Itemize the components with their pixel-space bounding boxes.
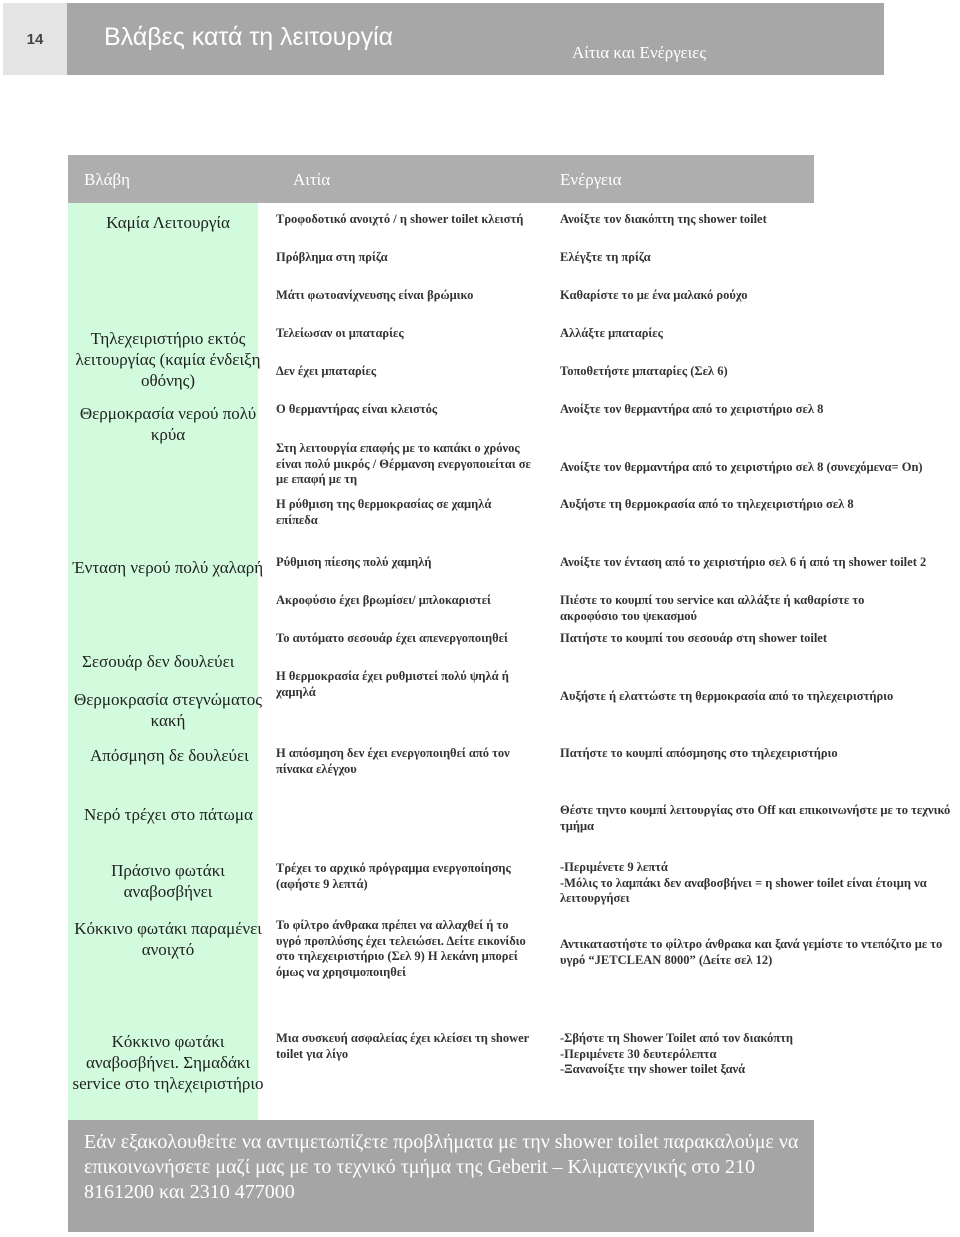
cause-11: Το αυτόματο σεσουάρ έχει απενεργοποιηθεί — [276, 631, 508, 645]
action-14: Θέστε τηντο κουμπί λειτουργίας στο Off και επικοινωνήστε με το τεχνικό τμήμα — [560, 803, 951, 833]
cause-10: Ακροφύσιο έχει βρωμίσει/ μπλοκαριστεί — [276, 593, 491, 607]
column-header-cause: Αιτία — [293, 170, 331, 189]
cause-13: Η απόσμηση δεν έχει ενεργοποιηθεί από τον πίνακα ελέγχου — [276, 746, 510, 776]
action-8: Αυξήστε τη θερμοκρασία από το τηλεχειριστήριο σελ 8 — [560, 497, 854, 511]
fault-remote-off: Τηλεχειριστήριο εκτός λειτουργίας (καμία ένδειξη οθόνης) — [75, 329, 261, 390]
action-15: -Περιμένετε 9 λεπτά -Μόλις το λαμπάκι δεν αναβοσβήνει = η shower toilet είναι έτοιμη να λειτουργήσει — [560, 860, 927, 905]
table-header — [68, 155, 814, 203]
column-header-fault: Βλάβη — [84, 170, 131, 189]
cause-6: Ο θερμαντήρας είναι κλειστός — [276, 402, 438, 416]
action-7: Ανοίξτε τον θερμαντήρα από το χειριστήριο σελ 8 (συνεχόμενα= On) — [560, 460, 923, 474]
action-17: -Σβήστε τη Shower Toilet από τον διακόπτη -Περιμένετε 30 δευτερόλεπτα -Ξανανοίξτε την shower toilet ξανά — [560, 1031, 794, 1076]
cause-7: Στη λειτουργία επαφής με το καπάκι ο χρόνος είναι πολύ μικρός / Θέρμανση ενεργοποιείται σε με επαφή με τη — [276, 441, 531, 486]
fault-green-blink: Πράσινο φωτάκι αναβοσβήνει — [111, 861, 225, 901]
fault-red-on: Κόκκινο φωτάκι παραμένει ανοιχτό — [74, 919, 262, 959]
cause-8: Η ρύθμιση της θερμοκρασίας σε χαμηλά επίπεδα — [276, 497, 492, 527]
page-subtitle: Αίτια και Ενέργειες — [572, 43, 707, 62]
fault-deodorizer: Απόσμηση δε δουλεύει — [90, 746, 249, 765]
fault-dryer: Σεσουάρ δεν δουλεύει — [82, 652, 235, 671]
cause-15: Το φίλτρο άνθρακα πρέπει να αλλαχθεί ή το υγρό προπλύσης έχει τελειώσει. Δείτε εικονίδιο στο τηλεχειριστήριο (Σελ 9) Η λεκάνη μπορεί όμως να χρησιμοποιηθεί — [276, 918, 526, 979]
action-6: Ανοίξτε τον θερμαντήρα από το χειριστήριο σελ 8 — [560, 402, 824, 416]
action-5: Τοποθετήστε μπαταρίες (Σελ 6) — [560, 364, 728, 378]
cause-2: Πρόβλημα στη πρίζα — [276, 250, 388, 264]
action-13: Πατήστε το κουμπί απόσμησης στο τηλεχειριστήριο — [560, 746, 838, 760]
action-11: Πατήστε το κουμπί του σεσουάρ στη shower toilet — [560, 631, 828, 645]
footer-text: Εάν εξακολουθείτε να αντιμετωπίζετε προβλήματα με την shower toilet παρακαλούμε να επικοινωνήσετε μαζί μας με το τεχνικό τμήμα της Geberit – Κλιματεχνικής στο 210 8161200 και 2310 477000 — [84, 1131, 799, 1203]
footer-note — [68, 1120, 814, 1232]
cause-1: Τροφοδοτικό ανοιχτό / η shower toilet κλειστή — [276, 212, 524, 226]
column-header-action: Ενέργεια — [560, 170, 622, 189]
action-3: Καθαρίστε το με ένα μαλακό ρούχο — [560, 288, 748, 302]
action-9: Ανοίξτε τον ένταση από το χειριστήριο σελ 6 ή από τη shower toilet 2 — [560, 555, 927, 569]
cause-14: Τρέχει το αρχικό πρόγραμμα ενεργοποίησης (αφήστε 9 λεπτά) — [276, 861, 511, 891]
action-1: Ανοίξτε τον διακόπτη της shower toilet — [560, 212, 767, 226]
header-bar — [67, 3, 884, 75]
page-title: Βλάβες κατά τη λειτουργία — [104, 23, 394, 51]
action-12: Αυξήστε ή ελαττώστε τη θερμοκρασία από το τηλεχειριστήριο — [560, 689, 894, 703]
fault-water-pressure: Ένταση νερού πολύ χαλαρή — [72, 558, 264, 577]
fault-red-blink: Κόκκινο φωτάκι αναβοσβήνει. Σημαδάκι service στο τηλεχειριστήριο — [72, 1032, 264, 1093]
cause-16: Μια συσκευή ασφαλείας έχει κλείσει τη shower toilet για λίγο — [276, 1031, 529, 1061]
fault-water-leak: Νερό τρέχει στο πάτωμα — [84, 805, 253, 824]
page-number: 14 — [3, 3, 67, 75]
action-10: Πιέστε το κουμπί του service και αλλάξτε ή καθαρίστε το ακροφύσιο του ψεκασμού — [560, 593, 865, 623]
fault-drying-temp: Θερμοκρασία στεγνώματος κακή — [74, 690, 262, 730]
cause-12: Η θερμοκρασία έχει ρυθμιστεί πολύ ψηλά ή χαμηλά — [276, 669, 509, 699]
cause-3: Μάτι φωτοανίχνευσης είναι βρώμικο — [276, 288, 474, 302]
fault-water-cold: Θερμοκρασία νερού πολύ κρύα — [79, 404, 257, 444]
fault-no-operation: Καμία Λειτουργία — [106, 213, 230, 232]
cause-9: Ρύθμιση πίεσης πολύ χαμηλή — [276, 555, 432, 569]
cause-5: Δεν έχει μπαταρίες — [276, 364, 377, 378]
action-16: Αντικαταστήστε το φίλτρο άνθρακα και ξανά γεμίστε το ντεπόζιτο με το υγρό “JETCLEAN 8000” (Δείτε σελ 12) — [560, 937, 943, 967]
action-2: Ελέγξτε τη πρίζα — [560, 250, 651, 264]
cause-4: Τελείωσαν οι μπαταρίες — [276, 326, 404, 340]
action-4: Αλλάξτε μπαταρίες — [560, 326, 663, 340]
